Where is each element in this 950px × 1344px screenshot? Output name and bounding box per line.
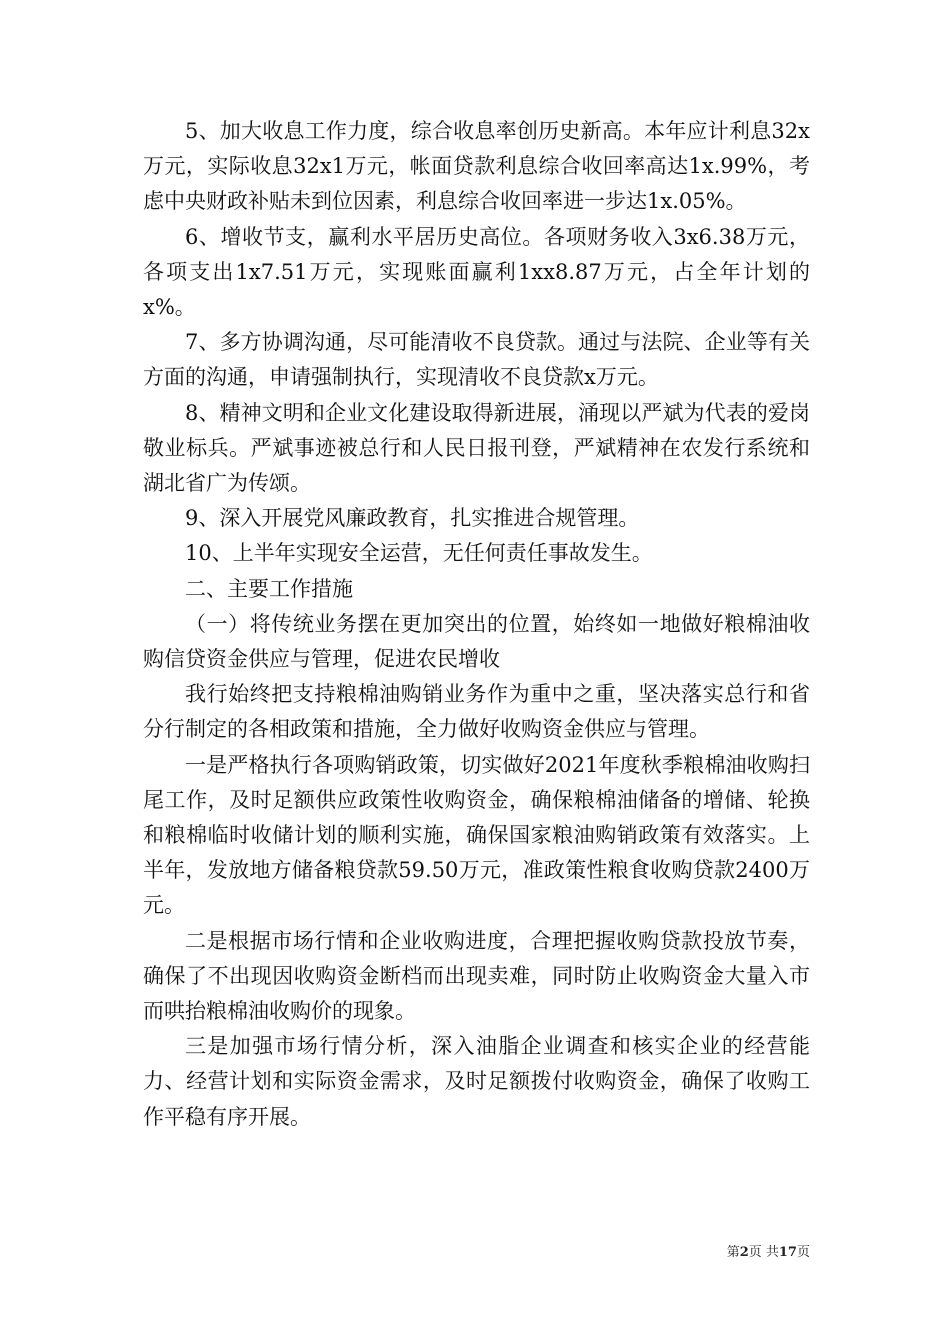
paragraph-point-2: 二是根据市场行情和企业收购进度，合理把握收购贷款投放节奏，确保了不出现因收购资金断档而出现卖难，同时防止收购资金大量入市而哄抬粮棉油收购价的现象。 xyxy=(143,928,810,1024)
paragraph-item-5: 5、加大收息工作力度，综合收息率创历史新高。本年应计利息32x万元，实际收息32x1万元，帐面贷款利息综合收回率高达1x.99%，考虑中央财政补贴未到位因素，利息综合收回率进一步达1x.05%。 xyxy=(143,119,810,214)
document-body xyxy=(143,114,810,1135)
paragraph-point-3: 三是加强市场行情分析，深入油脂企业调查和核实企业的经营能力、经营计划和实际资金需求，及时足额拨付收购资金，确保了收购工作平稳有序开展。 xyxy=(143,1034,810,1129)
paragraph-item-8: 8、精神文明和企业文化建设取得新进展，涌现以严斌为代表的爱岗敬业标兵。严斌事迹被总行和人民日报刊登，严斌精神在农发行系统和湖北省广为传颂。 xyxy=(143,400,810,496)
paragraph-intro: 我行始终把支持粮棉油购销业务作为重中之重，坚决落实总行和省分行制定的各相政策和措施，全力做好收购资金供应与管理。 xyxy=(143,682,810,742)
footer-total-pages: 17 xyxy=(778,1245,797,1260)
footer-page-number: 2 xyxy=(739,1245,749,1260)
footer-prefix: 第 xyxy=(726,1245,740,1260)
footer-middle: 页 共 xyxy=(748,1245,779,1260)
page-footer xyxy=(0,1244,810,1262)
paragraph-item-10: 10、上半年实现安全运营，无任何责任事故发生。 xyxy=(185,541,653,566)
section-heading-measures: 二、主要工作措施 xyxy=(185,576,353,601)
paragraph-item-6: 6、增收节支，赢利水平居历史高位。各项财务收入3x6.38万元，各项支出1x7.51万元，实现账面赢利1xx8.87万元，占全年计划的x%。 xyxy=(143,224,810,320)
footer-suffix: 页 xyxy=(796,1245,810,1260)
paragraph-point-1: 一是严格执行各项购销政策，切实做好2021年度秋季粮棉油收购扫尾工作，及时足额供应政策性收购资金，确保粮棉油储备的增储、轮换和粮棉临时收储计划的顺利实施，确保国家粮油购销政策有效落实。上半年，发放地方储备粮贷款59.50万元，准政策性粮食收购贷款2400万元。 xyxy=(143,752,810,918)
subsection-heading-1: （一）将传统业务摆在更加突出的位置，始终如一地做好粮棉油收购信贷资金供应与管理，促进农民增收 xyxy=(143,611,810,672)
paragraph-item-7: 7、多方协调沟通，尽可能清收不良贷款。通过与法院、企业等有关方面的沟通，申请强制执行，实现清收不良贷款x万元。 xyxy=(143,330,810,390)
paragraph-item-9: 9、深入开展党风廉政教育，扎实推进合规管理。 xyxy=(185,506,640,531)
